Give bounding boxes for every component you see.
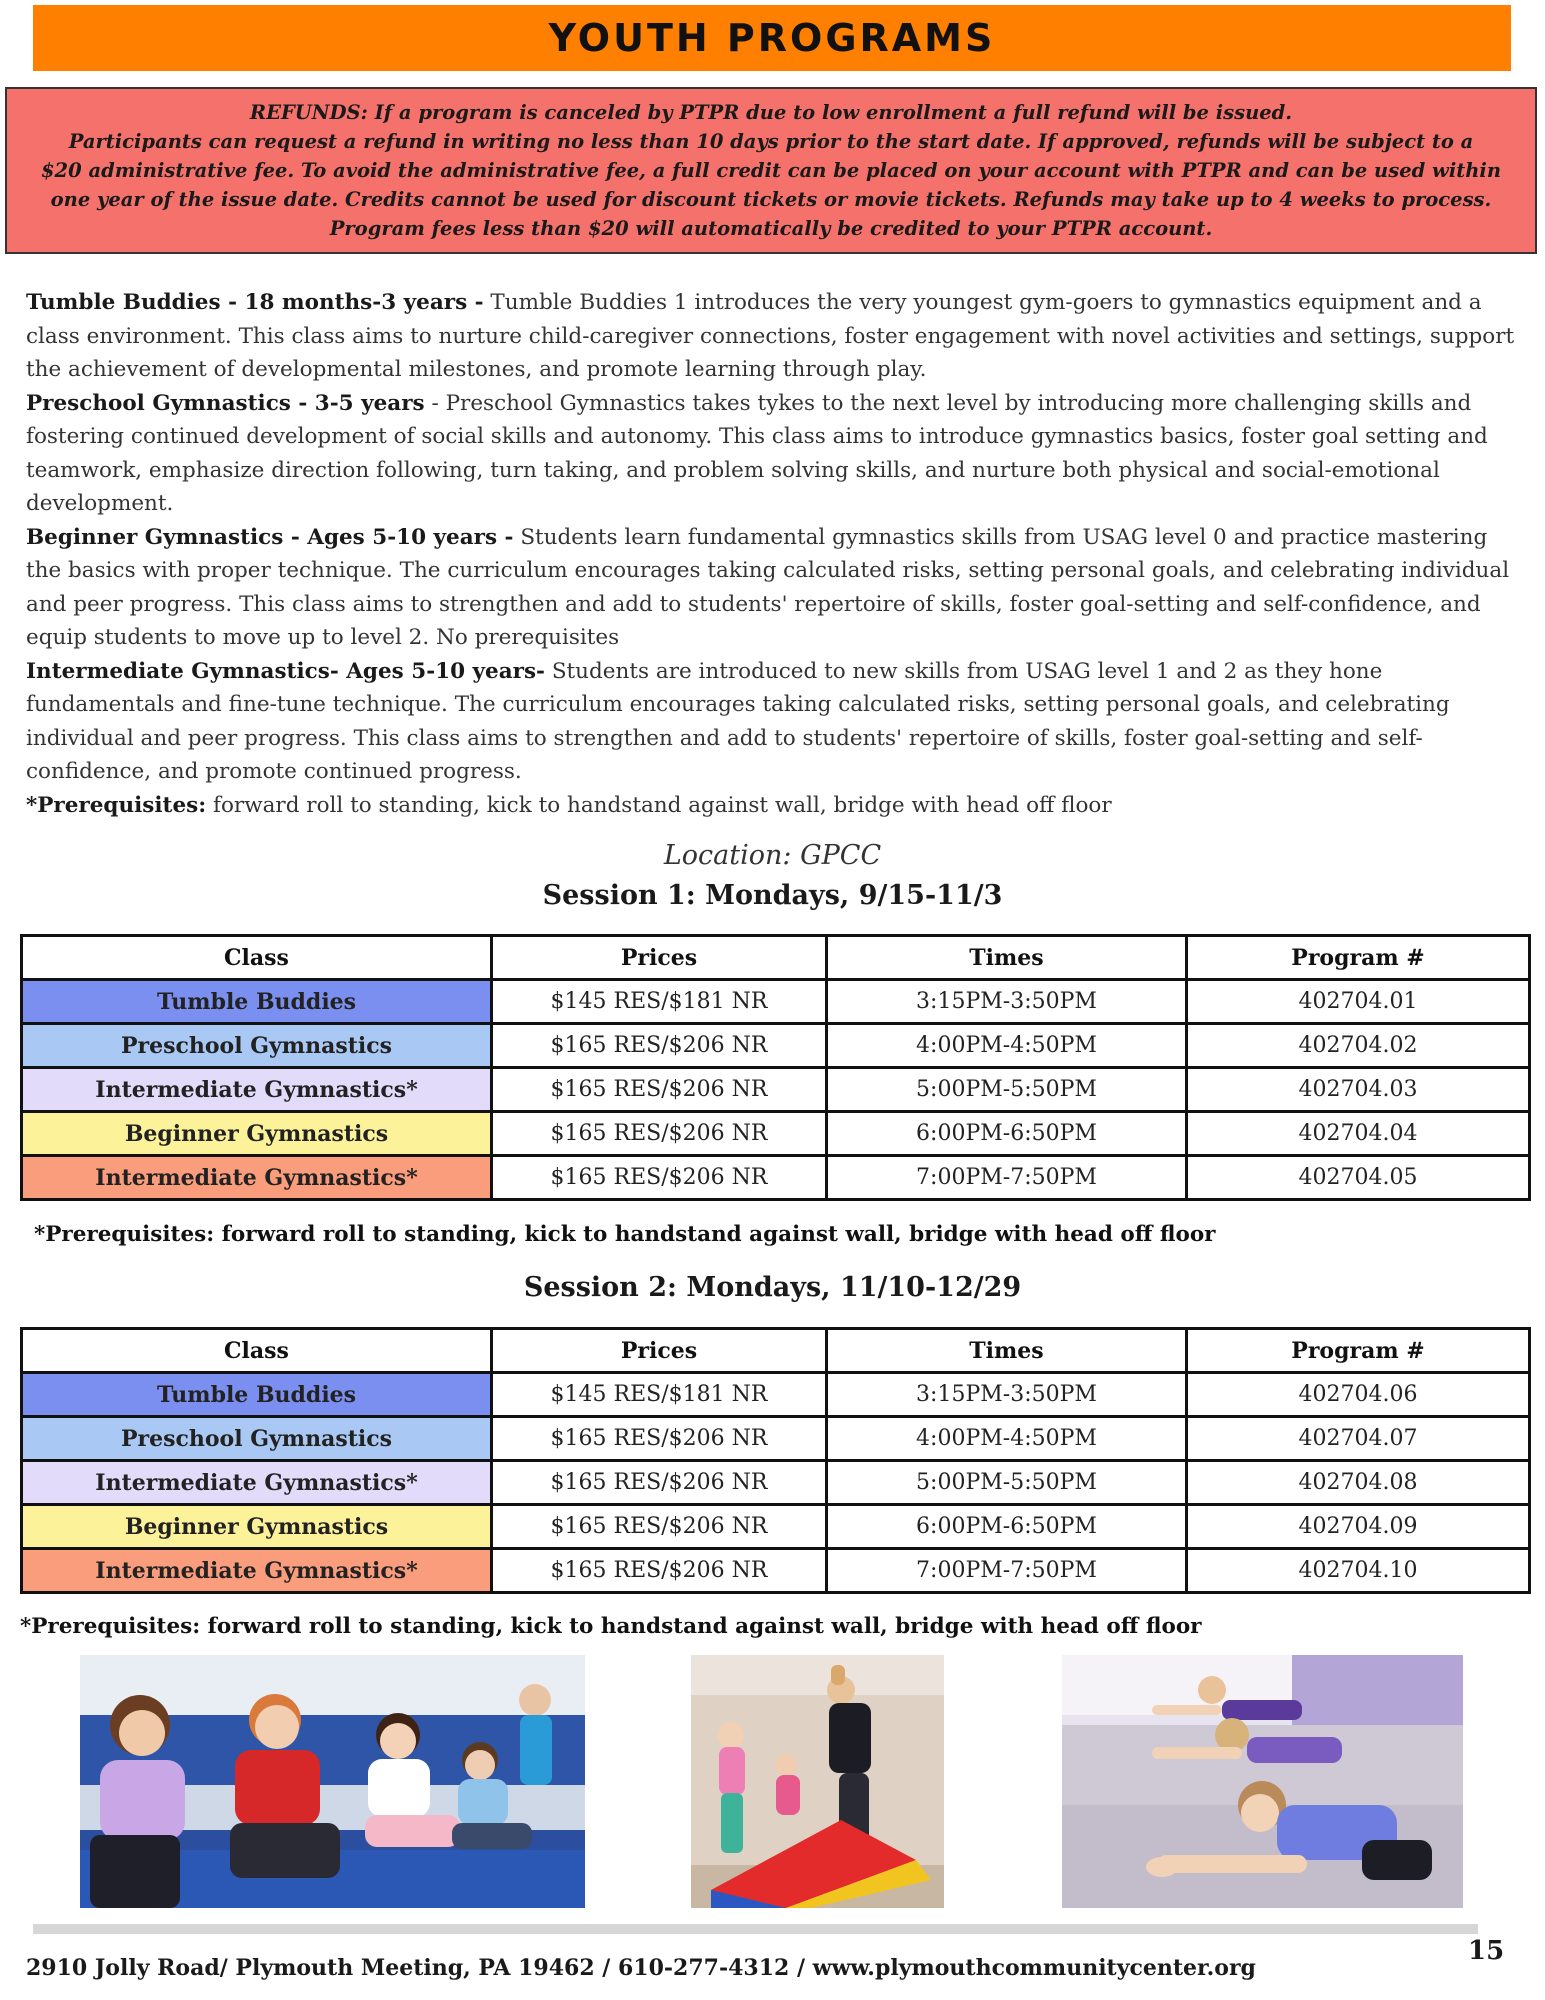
description-text: Students learn fundamental gymnastics skills from USAG level 0 and practice mastering the basics with proper technique. The curriculum encourages taking calculated risks, setting personal goals, and celebrating individual and peer progress. This class aims to strengthen and add to students' repertoire of skills, foster goal-setting and self-confidence, and equip students to move up to level 2. No prerequisites xyxy=(26,524,1510,650)
class-cell: Tumble Buddies xyxy=(22,1373,492,1417)
refund-line: one year of the issue date. Credits cannot be used for discount tickets or movie tickets. Refunds may take up to 4 weeks to process. xyxy=(50,188,1492,211)
program-number-cell: 402704.07 xyxy=(1187,1417,1530,1461)
header-times: Times xyxy=(827,936,1187,980)
class-cell: Preschool Gymnastics xyxy=(22,1024,492,1068)
price-cell: $165 RES/$206 NR xyxy=(492,1024,827,1068)
time-cell: 3:15PM-3:50PM xyxy=(827,1373,1187,1417)
footer-divider xyxy=(33,1924,1478,1934)
session-2-table xyxy=(20,1327,1531,1594)
session-1-title: Session 1: Mondays, 9/15-11/3 xyxy=(542,880,1003,911)
program-number-cell: 402704.04 xyxy=(1187,1112,1530,1156)
time-cell: 3:15PM-3:50PM xyxy=(827,980,1187,1024)
table-row xyxy=(22,1112,1530,1156)
page-header-bar xyxy=(33,5,1511,71)
prerequisites-label: *Prerequisites: xyxy=(26,792,207,818)
description-title: Preschool Gymnastics - 3-5 years xyxy=(26,390,425,416)
header-program-number: Program # xyxy=(1187,1329,1530,1373)
refund-line: $20 administrative fee. To avoid the administrative fee, a full credit can be placed on your account with PTPR and can be used within xyxy=(40,159,1501,182)
table-row xyxy=(22,1156,1530,1200)
prerequisites-text: forward roll to standing, kick to handstand against wall, bridge with head off floor xyxy=(206,792,1112,818)
header-class: Class xyxy=(22,1329,492,1373)
header-class: Class xyxy=(22,936,492,980)
refund-line: REFUNDS: If a program is canceled by PTPR due to low enrollment a full refund will be issued. xyxy=(249,101,1293,124)
refund-line: Program fees less than $20 will automatically be credited to your PTPR account. xyxy=(329,217,1213,240)
time-cell: 6:00PM-6:50PM xyxy=(827,1505,1187,1549)
program-number-cell: 402704.01 xyxy=(1187,980,1530,1024)
price-cell: $165 RES/$206 NR xyxy=(492,1461,827,1505)
class-cell: Intermediate Gymnastics* xyxy=(22,1549,492,1593)
header-times: Times xyxy=(827,1329,1187,1373)
location-label: Location: GPCC xyxy=(663,840,882,871)
table-header-row xyxy=(22,936,1530,980)
class-cell: Intermediate Gymnastics* xyxy=(22,1461,492,1505)
description-text: Students are introduced to new skills from USAG level 1 and 2 as they hone fundamentals and fine-tune technique. The curriculum encourages taking calculated risks, setting personal goals, and celebrating individual and peer progress. This class aims to strengthen and add to students' repertoire of skills, foster goal-setting and self-confidence, and promote continued progress. xyxy=(26,658,1450,784)
header-prices: Prices xyxy=(492,1329,827,1373)
time-cell: 5:00PM-5:50PM xyxy=(827,1068,1187,1112)
description-preschool xyxy=(26,387,1516,521)
session-2-title: Session 2: Mondays, 11/10-12/29 xyxy=(523,1272,1022,1303)
table-row xyxy=(22,1373,1530,1417)
class-cell: Intermediate Gymnastics* xyxy=(22,1068,492,1112)
class-cell: Tumble Buddies xyxy=(22,980,492,1024)
price-cell: $165 RES/$206 NR xyxy=(492,1068,827,1112)
class-cell: Preschool Gymnastics xyxy=(22,1417,492,1461)
program-number-cell: 402704.08 xyxy=(1187,1461,1530,1505)
description-intermediate xyxy=(26,655,1516,789)
description-beginner xyxy=(26,521,1516,655)
kids-on-mat-illustration xyxy=(691,1655,944,1908)
program-number-cell: 402704.05 xyxy=(1187,1156,1530,1200)
time-cell: 6:00PM-6:50PM xyxy=(827,1112,1187,1156)
class-cell: Intermediate Gymnastics* xyxy=(22,1156,492,1200)
price-cell: $165 RES/$206 NR xyxy=(492,1505,827,1549)
header-prices: Prices xyxy=(492,936,827,980)
header-program-number: Program # xyxy=(1187,936,1530,980)
table-header-row xyxy=(22,1329,1530,1373)
time-cell: 4:00PM-4:50PM xyxy=(827,1024,1187,1068)
description-title: Tumble Buddies - 18 months-3 years - xyxy=(26,290,484,315)
time-cell: 4:00PM-4:50PM xyxy=(827,1417,1187,1461)
table-row xyxy=(22,1549,1530,1593)
program-descriptions xyxy=(26,286,1516,822)
session-2-prerequisites-note: *Prerequisites: forward roll to standing, kick to handstand against wall, bridge with head off floor xyxy=(20,1614,1202,1639)
price-cell: $165 RES/$206 NR xyxy=(492,1156,827,1200)
price-cell: $145 RES/$181 NR xyxy=(492,980,827,1024)
kids-stretching-illustration xyxy=(1062,1655,1463,1908)
program-number-cell: 402704.02 xyxy=(1187,1024,1530,1068)
description-title: Beginner Gymnastics - Ages 5-10 years - xyxy=(26,524,514,550)
kids-on-mat-photo xyxy=(691,1655,944,1908)
refund-notice-box xyxy=(5,87,1537,254)
kids-lunging-illustration xyxy=(80,1655,585,1908)
table-row xyxy=(22,1461,1530,1505)
program-number-cell: 402704.09 xyxy=(1187,1505,1530,1549)
table-row xyxy=(22,1068,1530,1112)
program-number-cell: 402704.06 xyxy=(1187,1373,1530,1417)
prerequisites-line xyxy=(26,789,1516,823)
description-tumble-buddies xyxy=(26,286,1516,387)
kids-lunging-photo xyxy=(80,1655,585,1908)
price-cell: $165 RES/$206 NR xyxy=(492,1112,827,1156)
session-1-table xyxy=(20,934,1531,1201)
kids-stretching-photo xyxy=(1062,1655,1463,1908)
refund-line: Participants can request a refund in writing no less than 10 days prior to the start date. If approved, refunds will be subject to a xyxy=(68,130,1474,153)
page-number: 15 xyxy=(1468,1936,1505,1966)
description-text: Tumble Buddies 1 introduces the very youngest gym-goers to gymnastics equipment and a class environment. This class aims to nurture child-caregiver connections, foster engagement with novel activities and settings, support the achievement of developmental milestones, and promote learning through play. xyxy=(26,290,1515,382)
session-1-prerequisites-note: *Prerequisites: forward roll to standing, kick to handstand against wall, bridge with head off floor xyxy=(34,1222,1216,1247)
program-number-cell: 402704.03 xyxy=(1187,1068,1530,1112)
page-title: YOUTH PROGRAMS xyxy=(548,16,996,60)
table-row xyxy=(22,980,1530,1024)
description-title: Intermediate Gymnastics- Ages 5-10 years- xyxy=(26,658,545,684)
table-row xyxy=(22,1505,1530,1549)
table-row xyxy=(22,1024,1530,1068)
time-cell: 7:00PM-7:50PM xyxy=(827,1156,1187,1200)
price-cell: $165 RES/$206 NR xyxy=(492,1417,827,1461)
program-number-cell: 402704.10 xyxy=(1187,1549,1530,1593)
price-cell: $165 RES/$206 NR xyxy=(492,1549,827,1593)
class-cell: Beginner Gymnastics xyxy=(22,1112,492,1156)
time-cell: 7:00PM-7:50PM xyxy=(827,1549,1187,1593)
time-cell: 5:00PM-5:50PM xyxy=(827,1461,1187,1505)
table-row xyxy=(22,1417,1530,1461)
footer-address: 2910 Jolly Road/ Plymouth Meeting, PA 19462 / 610-277-4312 / www.plymouthcommunitycenter.org xyxy=(26,1955,1256,1981)
description-text: - Preschool Gymnastics takes tykes to the next level by introducing more challenging skills and fostering continued development of social skills and autonomy. This class aims to introduce gymnastics basics, foster goal setting and teamwork, emphasize direction following, turn taking, and problem solving skills, and nurture both physical and social-emotional development. xyxy=(26,390,1488,516)
price-cell: $145 RES/$181 NR xyxy=(492,1373,827,1417)
class-cell: Beginner Gymnastics xyxy=(22,1505,492,1549)
